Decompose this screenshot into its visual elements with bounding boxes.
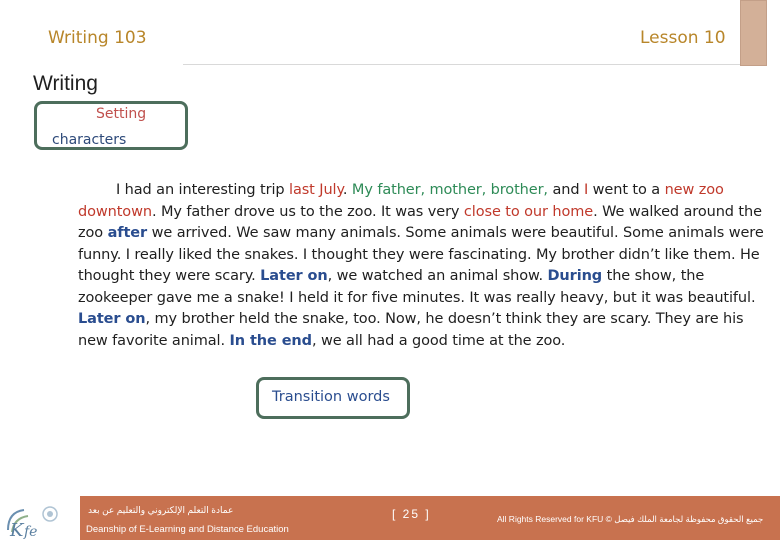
story-paragraph bbox=[78, 180, 776, 352]
story-text: . bbox=[342, 182, 352, 198]
story-text: we arrived. We saw many animals. Some animals were beautiful. Some animals were funny. I really liked the snakes. I thought they were fascinating. My brother didn’t like them. He thought they were scary. bbox=[78, 225, 764, 284]
story-text: and bbox=[547, 182, 584, 198]
footer-deanship: Deanship of E-Learning and Distance Education bbox=[86, 524, 289, 535]
setting-place: new zoo downtown bbox=[78, 182, 724, 220]
story-text: went to a bbox=[588, 182, 665, 198]
transition-word: Later on bbox=[260, 268, 328, 284]
kfu-logo-icon bbox=[2, 500, 80, 540]
characters-family: My father, mother, brother, bbox=[351, 182, 548, 198]
story-text: the show, the zookeeper gave me a snake! I held it for five minutes. It was really heavy, but it was beautiful. bbox=[78, 268, 756, 306]
setting-location: close to our home bbox=[463, 203, 594, 220]
transition-word: During bbox=[547, 268, 603, 284]
story-text: , we all had a good time at the zoo. bbox=[311, 332, 566, 349]
page-number: [ 25 ] bbox=[392, 507, 431, 521]
setting-time: last July bbox=[289, 182, 343, 198]
course-title: Writing 103 bbox=[48, 28, 147, 48]
story-text: I had an interesting trip bbox=[116, 182, 290, 198]
story-text: , we watched an animal show. bbox=[327, 268, 548, 284]
section-heading: Writing bbox=[33, 72, 98, 95]
svg-text:fe: fe bbox=[24, 524, 38, 540]
character-i: I bbox=[583, 182, 589, 198]
legend-setting: Setting bbox=[96, 106, 147, 122]
transition-label: Transition words bbox=[272, 389, 390, 405]
legend-characters: characters bbox=[52, 132, 127, 148]
story-text: . My father drove us to the zoo. It was very bbox=[151, 203, 464, 220]
story-text: , my brother held the snake, too. Now, he doesn’t think they are scary. They are his new favorite animal. bbox=[78, 311, 744, 349]
story-text: . We walked around the zoo bbox=[78, 203, 762, 241]
transition-word: Later on bbox=[78, 311, 146, 327]
lesson-title: Lesson 10 bbox=[640, 28, 726, 48]
svg-text:K: K bbox=[10, 520, 24, 540]
header-divider bbox=[183, 64, 740, 65]
footer-deanship-arabic: عمادة التعلم الإلكتروني والتعليم عن بعد bbox=[88, 505, 234, 515]
transition-word: In the end bbox=[229, 332, 312, 349]
footer-rights: All Rights Reserved for KFU © جميع الحقوق محفوظة لجامعة الملك فيصل bbox=[497, 514, 764, 524]
transition-word: after bbox=[107, 225, 148, 241]
corner-decoration bbox=[740, 0, 767, 66]
